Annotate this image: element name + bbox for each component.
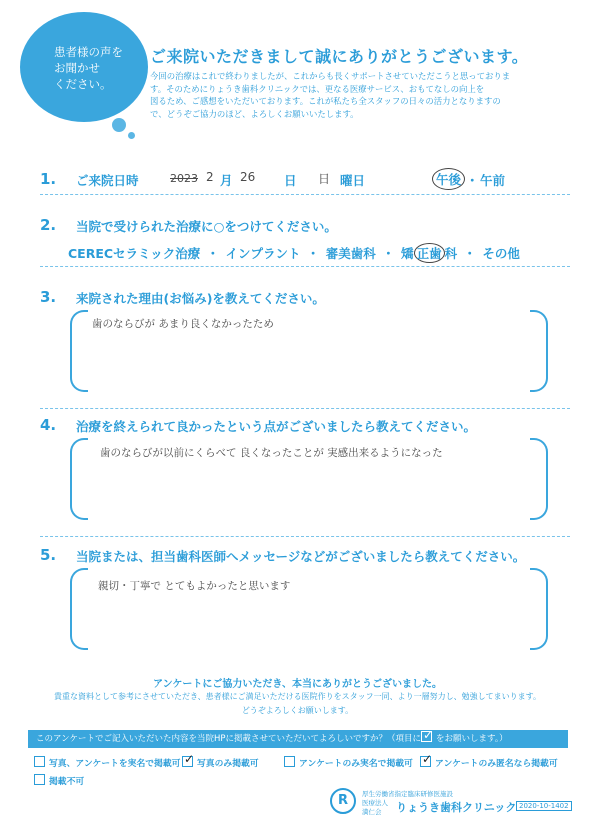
question-label: 来院された理由(お悩み)を教えてください。 (76, 291, 325, 306)
option-ortho-part: 科 (444, 246, 458, 261)
question-3 (40, 288, 570, 408)
checkbox[interactable] (284, 756, 295, 767)
separator: ・ (382, 246, 395, 261)
clinic-logo: R (330, 788, 356, 814)
clinic-name: りょうき歯科クリニック (396, 801, 517, 814)
checkbox[interactable] (34, 774, 45, 785)
consent-question-bar (28, 730, 568, 748)
question-number: 1. (40, 170, 57, 188)
answer-bracket-right (530, 568, 548, 650)
option-implant: インプラント (225, 246, 301, 261)
day-unit: 日 (284, 173, 297, 188)
question-number: 3. (40, 288, 57, 306)
intro-line: 今回の治療はこれで終わりましたが、これからも長くサポートさせていただこうと思っておりま (150, 71, 511, 81)
consent-question-end: をお願いします。） (436, 734, 508, 744)
answer-bracket-left (70, 310, 88, 392)
question-label: ご来院日時 (76, 173, 139, 188)
option-other: その他 (482, 246, 520, 261)
option-label: アンケートのみ実名で掲載可 (299, 759, 413, 769)
divider (40, 194, 570, 195)
consent-option-survey-realname[interactable] (284, 756, 413, 769)
consent-option-survey-anonymous[interactable] (420, 752, 558, 769)
option-label: 写真、アンケートを実名で掲載可 (49, 759, 181, 769)
treatment-options (68, 243, 522, 263)
option-label: 掲載不可 (49, 777, 85, 787)
weekday-value: 日 (318, 172, 331, 186)
answer-text: 親切・丁寧で とてもよかったと思います (98, 580, 291, 592)
question-label: 治療を終えられて良かったという点がございましたら教えてください。 (76, 419, 477, 434)
question-number: 4. (40, 416, 57, 434)
bubble-line: ください。 (54, 77, 112, 91)
thanks-text: 貴重な資料として参考にさせていただき、患者様にご満足いただける医院作りをスタッフ一同、より一層努力し、勉強してまいります。 (53, 692, 542, 701)
intro-line: す。そのためにりょうき歯科クリニックでは、更なる医療サービス、おもてなしの向上を (150, 83, 485, 94)
option-ortho-circled: 正歯 (414, 243, 445, 263)
page-title: ご来院いただきまして誠にありがとうございます。 (150, 47, 529, 66)
bubble-line: お聞かせ (54, 61, 100, 75)
checkbox[interactable] (34, 756, 45, 767)
option-aesthetic: 審美歯科 (325, 246, 376, 261)
check-mark-icon: ✓ (422, 752, 433, 766)
separator: ・ (306, 246, 320, 261)
answer-bracket-right (530, 310, 548, 392)
answer-bracket-left (70, 438, 88, 520)
year-value: 2023 (170, 172, 198, 185)
separator: ・ (463, 246, 476, 261)
question-4 (40, 416, 570, 536)
question-5 (40, 546, 570, 656)
weekday-unit: 曜日 (340, 173, 366, 188)
answer-bracket-left (70, 568, 88, 650)
answer-text: 歯のならびが以前にくらべて 良くなったことが 実感出来るようになった (100, 447, 443, 459)
option-label: 写真のみ掲載可 (197, 759, 259, 769)
question-label: 当院または、担当歯科医師へメッセージなどがございましたら教えてください。 (76, 549, 526, 564)
intro-line: で、どうぞご協力のほど、よろしくお願いいたします。 (150, 108, 359, 119)
bubble-dot (112, 118, 126, 132)
option-cerec: CERECセラミック治療 (68, 246, 201, 261)
intro-line: 図るため、ご感想をいただいております。これが私たち全スタッフの日々の活力となりますの (150, 96, 501, 107)
divider (40, 536, 570, 537)
month-value: 2 (206, 170, 214, 184)
divider (40, 408, 570, 409)
question-number: 5. (40, 546, 57, 564)
example-checkbox-icon: ✓ (423, 728, 434, 742)
consent-option-realname[interactable] (34, 756, 180, 769)
option-ortho-part: 矯 (401, 246, 414, 261)
am-option: 午前 (480, 173, 506, 188)
question-1 (40, 170, 570, 200)
month-unit: 月 (220, 173, 233, 188)
checkbox[interactable] (182, 752, 195, 767)
divider (40, 266, 570, 267)
checkbox[interactable] (420, 752, 433, 767)
question-number: 2. (40, 216, 57, 234)
form-code: 2020-10-1402 (516, 801, 572, 811)
org-line: 医療法人 (362, 799, 388, 807)
question-label: 当院で受けられた治療に○をつけてください。 (76, 219, 337, 234)
consent-option-photo-only[interactable] (182, 752, 259, 769)
speech-bubble (20, 12, 148, 122)
org-line: 厚生労働省指定臨床研修医施設 (362, 790, 453, 798)
check-mark-icon: ✓ (184, 752, 195, 766)
day-value: 26 (240, 170, 256, 184)
org-line: 満仁会 (362, 808, 382, 816)
intro-text (150, 70, 550, 120)
pm-option: 午後 (432, 168, 465, 190)
answer-text: 歯のならびが あまり良くなかったため (92, 318, 274, 330)
thanks-heading: アンケートにご協力いただき、本当にありがとうございました。 (153, 679, 442, 690)
thanks-text: どうぞよろしくお願いします。 (241, 706, 354, 715)
answer-bracket-right (530, 438, 548, 520)
bubble-dot (128, 132, 135, 139)
separator: ・ (206, 246, 220, 261)
bubble-line: 患者様の声を (54, 45, 123, 59)
consent-question: このアンケートでご記入いただいた内容を当院HPに掲載させていただいてよろしいですか？（項目に (36, 734, 422, 744)
option-label: アンケートのみ匿名なら掲載可 (435, 759, 558, 769)
consent-option-decline[interactable] (34, 774, 84, 787)
separator: ・ (466, 173, 479, 188)
